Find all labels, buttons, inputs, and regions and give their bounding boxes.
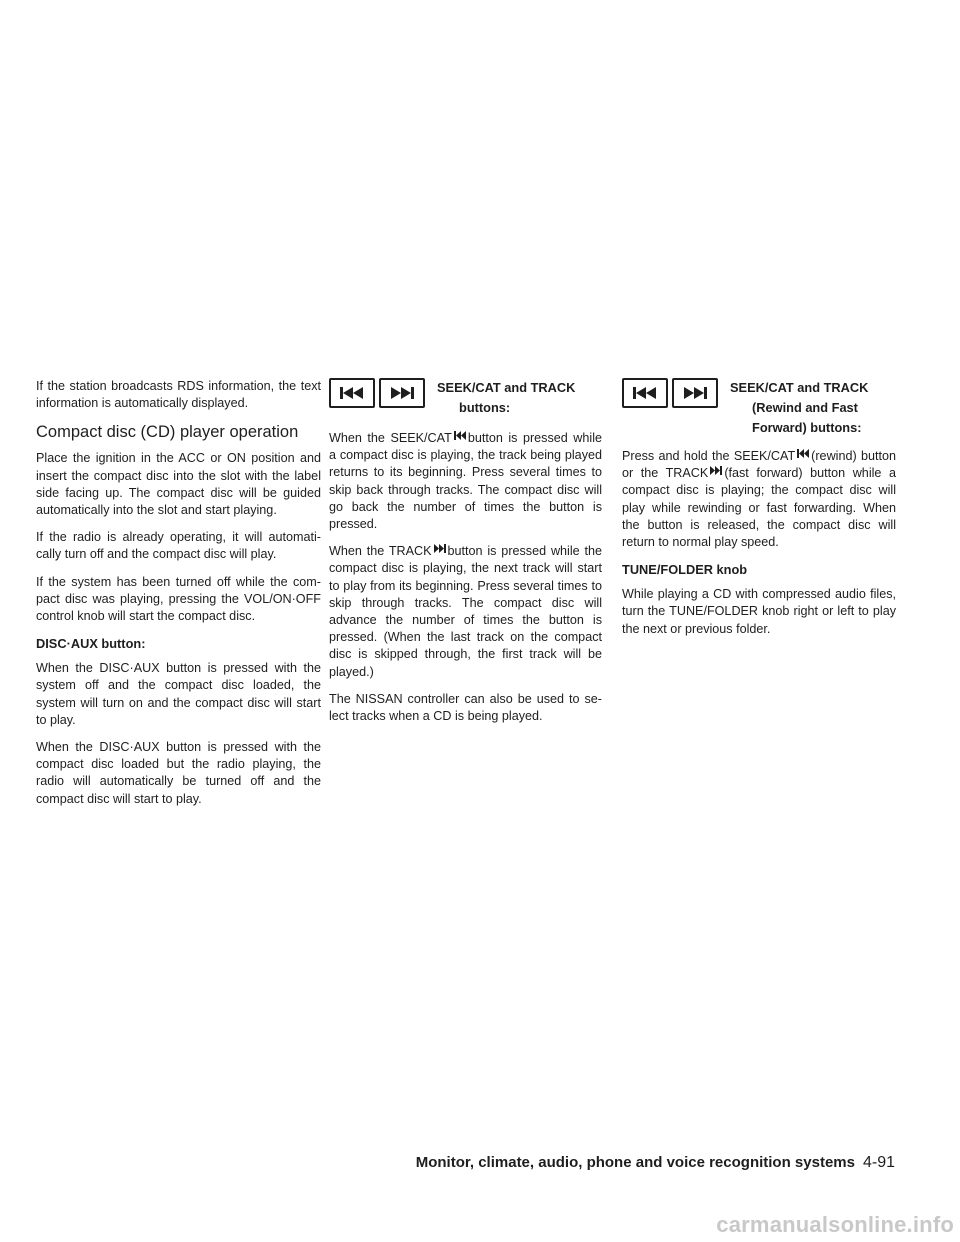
column-middle <box>329 378 602 735</box>
paragraph-system-off: If the system has been turned off while the com-pact disc was playing, pressing the VOL/ON·OFF control knob will start the compact disc. <box>36 574 321 624</box>
paragraph-press-hold <box>622 448 896 551</box>
skip-forward-icon <box>379 378 425 408</box>
column-left <box>36 378 321 818</box>
rewind-icon <box>454 431 466 440</box>
skip-back-icon <box>622 378 668 408</box>
rewind-icon <box>797 449 809 458</box>
fast-forward-icon <box>710 466 722 475</box>
skip-back-icon <box>329 378 375 408</box>
skip-forward-icon <box>672 378 718 408</box>
page-number: 4-91 <box>862 1154 895 1171</box>
rewind-ff-title-line3: Forward) buttons: <box>752 420 862 435</box>
seek-text-b: button is pressed while a compact disc is playing, the track being played returns to its beginning. Press several times to skip back through tracks. The compact disc will go back the number of times the button is pressed. <box>329 431 602 532</box>
heading-tune-folder: TUNE/FOLDER knob <box>622 562 748 578</box>
column-right <box>622 378 896 648</box>
seek-track-title-line1: SEEK/CAT and TRACK <box>437 380 576 395</box>
watermark: carmanualsonline.info <box>716 1212 954 1237</box>
track-text-b: button is pressed while the compact disc is playing, the next track will start to play from its beginning. Press several times to skip through tracks. The compact disc will advance the number of times the button is pressed. (When the last track on the compact disc is skipped through, the first track will be played.) <box>329 544 602 679</box>
heading-disc-aux: DISC·AUX button: <box>36 636 146 652</box>
rewind-ff-button-illustration <box>622 378 718 408</box>
paragraph-track <box>329 543 602 681</box>
paragraph-disc-aux-2: When the DISC·AUX button is pressed with the compact disc loaded but the radio playing, the radio will automatically be turned off and the compact disc will start to play. <box>36 740 321 806</box>
paragraph-radio-operating: If the radio is already operating, it will automati-cally turn off and the compact disc will play. <box>36 530 321 562</box>
seek-track-title-line2: buttons: <box>459 400 511 415</box>
hold-text-b: (rewind) button or the TRACK <box>622 449 896 481</box>
paragraph-rds: If the station broadcasts RDS information, the text information is automatically displayed. <box>36 379 321 411</box>
hold-text-a: Press and hold the SEEK/CAT <box>622 449 796 463</box>
heading-cd-operation: Compact disc (CD) player operation <box>36 423 299 442</box>
rewind-ff-title-line1: SEEK/CAT and TRACK <box>730 380 869 395</box>
page-footer <box>416 1153 895 1173</box>
rewind-ff-title-line2: (Rewind and Fast <box>752 400 858 415</box>
paragraph-tune-folder: While playing a CD with compressed audio files, turn the TUNE/FOLDER knob right or left to play the next or previous folder. <box>622 587 896 636</box>
seek-track-header <box>329 378 602 424</box>
seek-track-button-illustration <box>329 378 425 408</box>
hold-text-c: (fast forward) button while a compact disc is playing; the compact disc will play while rewinding or fast forwarding. When the button is released, the compact disc will return to normal play speed. <box>622 466 896 550</box>
paragraph-nissan-controller: The NISSAN controller can also be used to se-lect tracks when a CD is being played. <box>329 691 602 724</box>
track-text-a: When the TRACK <box>329 544 432 559</box>
rewind-ff-title <box>730 378 896 438</box>
fast-forward-icon <box>434 544 446 553</box>
paragraph-seek-cat <box>329 430 602 533</box>
rewind-ff-header <box>622 378 896 442</box>
seek-track-title <box>437 378 602 418</box>
footer-section-title: Monitor, climate, audio, phone and voice recognition systems <box>415 1154 855 1171</box>
seek-text-a: When the SEEK/CAT <box>329 431 452 445</box>
paragraph-place-disc: Place the ignition in the ACC or ON position and insert the compact disc into the slot with the label side facing up. The compact disc will be guided automatically into the slot and start playing. <box>36 451 321 518</box>
paragraph-disc-aux-1: When the DISC·AUX button is pressed with the system off and the compact disc loaded, the system will turn on and the compact disc will start to play. <box>36 661 321 727</box>
